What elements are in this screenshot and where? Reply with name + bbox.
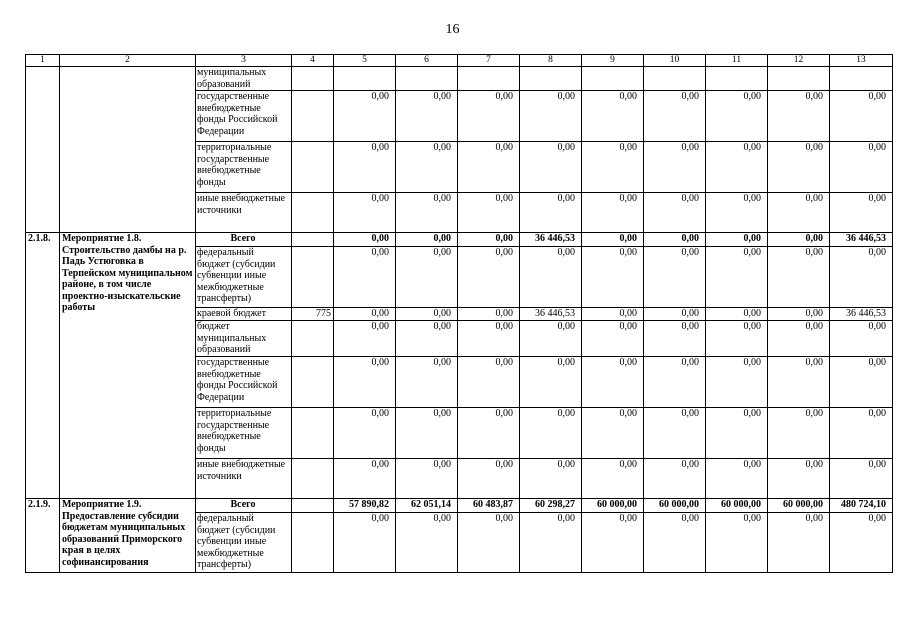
grbs-cell	[292, 193, 334, 233]
amount-cell: 0,00	[644, 357, 706, 408]
header-cell: 1	[26, 55, 60, 67]
source-label: Всего	[196, 233, 292, 247]
amount-cell: 0,00	[768, 357, 830, 408]
amount-cell: 0,00	[768, 513, 830, 573]
amount-cell: 0,00	[830, 91, 893, 142]
amount-cell: 0,00	[644, 459, 706, 499]
code-cell	[26, 67, 60, 233]
amount-cell: 0,00	[582, 193, 644, 233]
amount-cell: 0,00	[458, 91, 520, 142]
amount-cell: 0,00	[520, 513, 582, 573]
grbs-cell	[292, 142, 334, 193]
amount-cell: 0,00	[830, 321, 893, 357]
grbs-cell	[292, 357, 334, 408]
amount-cell: 0,00	[644, 247, 706, 308]
amount-cell: 0,00	[334, 142, 396, 193]
amount-cell: 0,00	[582, 321, 644, 357]
header-cell: 6	[396, 55, 458, 67]
grbs-cell	[292, 321, 334, 357]
amount-cell: 0,00	[830, 247, 893, 308]
source-label: муниципальных образований	[196, 67, 292, 91]
table-row	[26, 67, 893, 91]
amount-cell: 0,00	[644, 233, 706, 247]
amount-cell: 0,00	[706, 193, 768, 233]
header-cell: 11	[706, 55, 768, 67]
amount-cell: 0,00	[334, 408, 396, 459]
source-label: Всего	[196, 499, 292, 513]
amount-cell: 0,00	[334, 357, 396, 408]
amount-cell: 0,00	[396, 233, 458, 247]
amount-cell: 0,00	[334, 308, 396, 321]
amount-cell: 0,00	[396, 321, 458, 357]
amount-cell: 0,00	[520, 459, 582, 499]
amount-cell: 0,00	[706, 459, 768, 499]
amount-cell: 0,00	[644, 321, 706, 357]
amount-cell: 0,00	[582, 142, 644, 193]
amount-cell: 0,00	[334, 321, 396, 357]
amount-cell: 0,00	[830, 513, 893, 573]
amount-cell: 0,00	[768, 459, 830, 499]
grbs-cell	[292, 247, 334, 308]
amount-cell: 0,00	[520, 357, 582, 408]
amount-cell: 0,00	[458, 321, 520, 357]
amount-cell: 60 000,00	[706, 499, 768, 513]
amount-cell: 0,00	[396, 308, 458, 321]
source-label: федеральный бюджет (субсидии субвенции иные межбюджетные трансферты)	[196, 247, 292, 308]
amount-cell	[644, 67, 706, 91]
code-cell: 2.1.9.	[26, 499, 60, 573]
header-cell: 4	[292, 55, 334, 67]
source-label: иные внебюджетные источники	[196, 459, 292, 499]
amount-cell: 0,00	[396, 91, 458, 142]
amount-cell: 0,00	[520, 247, 582, 308]
amount-cell: 0,00	[768, 408, 830, 459]
amount-cell: 0,00	[768, 308, 830, 321]
amount-cell: 0,00	[706, 321, 768, 357]
amount-cell: 36 446,53	[830, 233, 893, 247]
amount-cell: 0,00	[458, 193, 520, 233]
amount-cell: 0,00	[458, 459, 520, 499]
amount-cell: 0,00	[644, 513, 706, 573]
grbs-cell	[292, 233, 334, 247]
header-cell: 8	[520, 55, 582, 67]
amount-cell: 0,00	[396, 142, 458, 193]
header-cell: 13	[830, 55, 893, 67]
amount-cell: 60 483,87	[458, 499, 520, 513]
header-cell: 7	[458, 55, 520, 67]
amount-cell: 0,00	[768, 247, 830, 308]
amount-cell: 0,00	[458, 247, 520, 308]
amount-cell: 0,00	[396, 193, 458, 233]
amount-cell: 0,00	[706, 357, 768, 408]
amount-cell: 0,00	[644, 142, 706, 193]
source-label: федеральный бюджет (субсидии субвенции иные межбюджетные трансферты)	[196, 513, 292, 573]
amount-cell: 0,00	[706, 408, 768, 459]
source-label: иные внебюджетные источники	[196, 193, 292, 233]
amount-cell: 0,00	[334, 513, 396, 573]
amount-cell: 0,00	[582, 308, 644, 321]
amount-cell: 60 000,00	[644, 499, 706, 513]
amount-cell	[830, 67, 893, 91]
amount-cell: 36 446,53	[520, 233, 582, 247]
amount-cell: 0,00	[520, 142, 582, 193]
amount-cell: 0,00	[334, 247, 396, 308]
amount-cell: 0,00	[520, 408, 582, 459]
amount-cell: 0,00	[334, 193, 396, 233]
amount-cell	[458, 67, 520, 91]
header-cell: 10	[644, 55, 706, 67]
amount-cell: 0,00	[768, 321, 830, 357]
amount-cell: 0,00	[458, 142, 520, 193]
amount-cell: 0,00	[334, 459, 396, 499]
amount-cell: 0,00	[830, 357, 893, 408]
amount-cell: 0,00	[706, 308, 768, 321]
amount-cell: 0,00	[396, 513, 458, 573]
amount-cell: 0,00	[582, 233, 644, 247]
amount-cell: 36 446,53	[830, 308, 893, 321]
grbs-cell	[292, 408, 334, 459]
amount-cell: 0,00	[706, 233, 768, 247]
header-cell: 3	[196, 55, 292, 67]
amount-cell: 0,00	[644, 91, 706, 142]
source-label: краевой бюджет	[196, 308, 292, 321]
amount-cell: 0,00	[334, 91, 396, 142]
amount-cell	[706, 67, 768, 91]
amount-cell: 0,00	[582, 91, 644, 142]
amount-cell: 0,00	[644, 408, 706, 459]
grbs-cell	[292, 91, 334, 142]
grbs-cell	[292, 67, 334, 91]
amount-cell: 0,00	[582, 408, 644, 459]
amount-cell: 0,00	[396, 357, 458, 408]
amount-cell: 0,00	[582, 247, 644, 308]
header-row	[26, 55, 893, 67]
name-cell: Мероприятие 1.8. Строительство дамбы на р. Падь Устюговка в Терпейском муниципальном районе, в том числе проектно-изыскательские работы	[60, 233, 196, 499]
name-cell	[60, 67, 196, 233]
source-label: территориальные государственные внебюджетные фонды	[196, 408, 292, 459]
header-cell: 9	[582, 55, 644, 67]
amount-cell: 0,00	[706, 513, 768, 573]
amount-cell	[768, 67, 830, 91]
header-cell: 2	[60, 55, 196, 67]
amount-cell: 480 724,10	[830, 499, 893, 513]
amount-cell: 0,00	[768, 142, 830, 193]
budget-table	[25, 54, 893, 573]
amount-cell: 0,00	[706, 247, 768, 308]
amount-cell: 0,00	[458, 233, 520, 247]
amount-cell: 62 051,14	[396, 499, 458, 513]
amount-cell: 36 446,53	[520, 308, 582, 321]
amount-cell: 0,00	[706, 142, 768, 193]
amount-cell	[520, 67, 582, 91]
amount-cell: 0,00	[768, 91, 830, 142]
amount-cell: 60 000,00	[768, 499, 830, 513]
amount-cell: 0,00	[396, 459, 458, 499]
amount-cell: 0,00	[768, 233, 830, 247]
amount-cell: 0,00	[458, 513, 520, 573]
table-row	[26, 233, 893, 247]
amount-cell: 0,00	[582, 459, 644, 499]
amount-cell: 0,00	[830, 142, 893, 193]
amount-cell	[396, 67, 458, 91]
amount-cell: 60 298,27	[520, 499, 582, 513]
amount-cell: 0,00	[396, 247, 458, 308]
amount-cell: 0,00	[768, 193, 830, 233]
header-cell: 5	[334, 55, 396, 67]
amount-cell: 0,00	[520, 91, 582, 142]
grbs-cell	[292, 459, 334, 499]
amount-cell: 0,00	[582, 357, 644, 408]
source-label: государственные внебюджетные фонды Российской Федерации	[196, 357, 292, 408]
table-row	[26, 499, 893, 513]
page-number: 16	[445, 22, 460, 37]
amount-cell: 0,00	[334, 233, 396, 247]
amount-cell: 0,00	[396, 408, 458, 459]
amount-cell	[582, 67, 644, 91]
amount-cell: 0,00	[706, 91, 768, 142]
source-label: территориальные государственные внебюджетные фонды	[196, 142, 292, 193]
grbs-cell	[292, 513, 334, 573]
code-cell: 2.1.8.	[26, 233, 60, 499]
header-cell: 12	[768, 55, 830, 67]
grbs-cell	[292, 499, 334, 513]
amount-cell: 0,00	[520, 321, 582, 357]
source-label: бюджет муниципальных образований	[196, 321, 292, 357]
amount-cell: 0,00	[644, 308, 706, 321]
grbs-cell: 775	[292, 308, 334, 321]
amount-cell: 60 000,00	[582, 499, 644, 513]
amount-cell: 0,00	[582, 513, 644, 573]
amount-cell: 0,00	[458, 357, 520, 408]
amount-cell: 0,00	[458, 408, 520, 459]
name-cell: Мероприятие 1.9. Предоставление субсидии бюджетам муниципальных образований Приморского края в целях софинансирования	[60, 499, 196, 573]
amount-cell: 0,00	[830, 459, 893, 499]
amount-cell: 57 890,82	[334, 499, 396, 513]
amount-cell	[334, 67, 396, 91]
amount-cell: 0,00	[830, 193, 893, 233]
source-label: государственные внебюджетные фонды Российской Федерации	[196, 91, 292, 142]
amount-cell: 0,00	[644, 193, 706, 233]
amount-cell: 0,00	[458, 308, 520, 321]
amount-cell: 0,00	[520, 193, 582, 233]
amount-cell: 0,00	[830, 408, 893, 459]
